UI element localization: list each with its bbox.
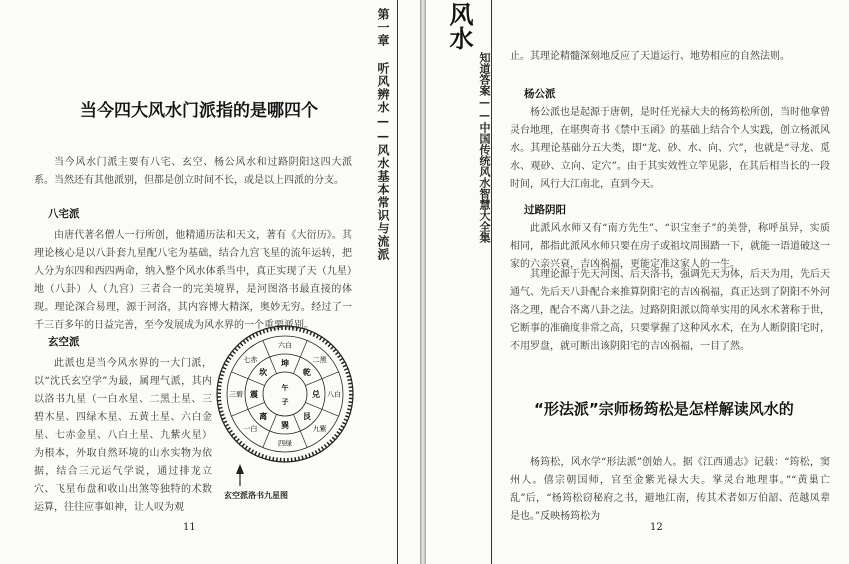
running-head: 第一章 听风辨水——风水基本常识与流派 xyxy=(376,8,390,261)
book-brand: 风水 xyxy=(445,2,473,50)
page-rule xyxy=(397,0,398,564)
page-rule xyxy=(491,0,492,564)
luoshu-compass-figure xyxy=(214,318,356,488)
running-head: 知道答案——中国传统风水智慧大全集 xyxy=(478,52,491,243)
compass-star-label: 二黑 xyxy=(312,355,327,364)
intro-paragraph: 当今风水门派主要有八宅、玄空、杨公风水和过路阴阳这四大派系。当然还有其他派别，但都是创立时间不长，或是以上四派的分支。 xyxy=(34,157,352,186)
section-heading-xuankong: 玄空派 xyxy=(48,336,80,348)
page-number: 12 xyxy=(650,522,663,533)
compass-star-label: 一白 xyxy=(243,425,258,434)
paragraph-guolu-2: 其理论源于先天河图、后天洛书，强调先天为体，后天为用，先后天通气、先后天八卦配合来推算阴阳宅的吉凶祸福，真正达到了阴阳不外河洛之理，配合不离八卦之法。过路阴阳派以简单实用的风水术著称于世，它断事的准确度非常之高，只要掌握了这种风水术，在为人断阴阳宅时，不用罗盘，就可断出该阴阳宅的吉凶祸福，一目了然。 xyxy=(510,269,830,352)
compass-trigram-label: 巽 xyxy=(281,420,289,430)
compass-inner-labels xyxy=(250,358,320,430)
compass-trigram-label: 乾 xyxy=(302,367,311,378)
compass-trigram-label: 兑 xyxy=(312,389,320,399)
compass-trigram-label: 坤 xyxy=(281,358,289,368)
compass-trigram-label: 艮 xyxy=(302,410,311,421)
paragraph-yang-junsong: 杨筠松，风水学“形法派”创始人。据《江西通志》记载：“筠松，窦州人。僖宗朝国师，官至金紫光禄大夫。掌灵台地理事。”“黄巢亡乱”后，“杨筠松窃秘府之书，避地江南，传其术者如万伯韶、范越凤辈是也。”反映杨筠松为 xyxy=(510,457,830,522)
paragraph-bazhai: 由唐代著名僧人一行所创，他精通历法和天文，著有《大衍历》。其理论核心是以八卦套九星配八宅为基础，结合九宫飞星的流年运转，把人分为东四和西四两命，纳入整个风水体系当中，真正实现了天（九星）地（八卦）人（九宫）三者合一的完美境界，是河图洛书最直接的体现。理论深合易理，源于河洛，其内容博大精深，奥妙无穷。经过了一千三百多年的日益完善，至今发展成为风水界的一个重要派别。 xyxy=(34,230,352,331)
page-title: “形法派”宗师杨筠松是怎样解读风水的 xyxy=(534,400,794,418)
compass-star-label: 九紫 xyxy=(312,425,327,434)
compass-star-label: 四绿 xyxy=(278,439,292,448)
figure-caption: 玄空派洛书九星图 xyxy=(224,491,288,500)
compass-star-label: 六白 xyxy=(278,341,292,350)
compass-trigram-label: 震 xyxy=(250,389,258,399)
section-heading-bazhai: 八宅派 xyxy=(48,208,80,220)
continued-paragraph: 止。其理论精髓深刻地反应了天道运行、地势相应的自然法则。 xyxy=(510,51,790,62)
paragraph-yanggong: 杨公派也是起源于唐朝，是时任光禄大夫的杨筠松所创，当时他拿曾灵台地理，在堪舆奇书《禁中玉函》的基础上结合个人实践，创立杨派风水。其理论基础分五大类，即“龙、砂、水、向、穴”，也就是“寻龙、觅水、观砂、立向、定穴”。由于其实效性立竿见影，在其后相当长的一段时间，风行大江南北，直到今天。 xyxy=(510,107,830,190)
page-number: 11 xyxy=(183,522,196,533)
compass-center-label: 子 xyxy=(281,397,289,406)
page-title: 当今四大风水门派指的是哪四个 xyxy=(80,101,318,121)
right-page xyxy=(426,0,849,564)
compass-star-label: 三碧 xyxy=(229,390,243,399)
compass-ring-2 xyxy=(227,336,343,452)
compass-outer-labels xyxy=(229,341,341,448)
compass-star-label: 七赤 xyxy=(243,355,258,364)
compass-trigram-label: 离 xyxy=(259,410,268,421)
left-page xyxy=(0,0,420,564)
section-heading-guolu: 过路阴阳 xyxy=(524,204,566,216)
compass-star-label: 八白 xyxy=(327,390,341,399)
compass-inner-ring xyxy=(263,372,307,416)
paragraph-xuankong: 此派也是当今风水界的一大门派，以“沈氏玄空学”为最，属理气派，其内以洛书九星（一白水星、二黑土星、三碧木星、四绿木星、五黄土星、六白金星、七赤金星、八白土星、九紫火星）为根本，外取自然环境的山水实物为依据，结合三元运气学说，通过排龙立穴、飞星布盘和收山出煞等独特的术数运算，往往应事如神，让人叹为观 xyxy=(34,358,212,513)
paragraph-guolu-1: 此派风水师又有“南方先生”、“识宝奎子”的美誉，称呼虽异，实质相同，都指此派风水师只要在房子或祖坟周围踏一下，就能一语道破这一家的六亲兴衰，吉凶祸福，更能定准这家人的一生。 xyxy=(510,223,830,270)
section-heading-yanggong: 杨公派 xyxy=(524,88,556,100)
compass-trigram-label: 坎 xyxy=(259,367,268,378)
compass-center-label: 午 xyxy=(281,383,289,392)
south-pointer-arrow xyxy=(236,464,244,474)
